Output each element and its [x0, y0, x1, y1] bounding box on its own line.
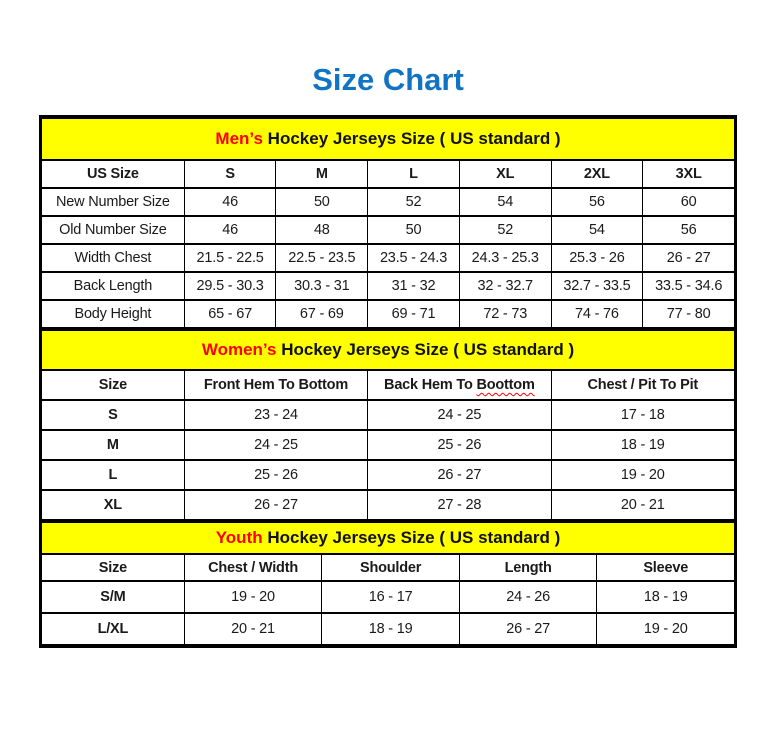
- table-row: [42, 188, 735, 216]
- table-row: [42, 216, 735, 244]
- value-cell: 16 - 17: [322, 581, 460, 613]
- value-cell: 27 - 28: [368, 490, 551, 520]
- value-cell: 19 - 20: [597, 613, 735, 645]
- size-chart-tables: [39, 115, 737, 648]
- size-label-cell: M: [42, 430, 185, 460]
- column-header-cell: Size: [42, 554, 185, 581]
- column-header-cell: 2XL: [551, 160, 643, 188]
- table-row: [42, 460, 735, 490]
- column-header-cell: S: [184, 160, 276, 188]
- column-header-cell: Chest / Pit To Pit: [551, 370, 734, 400]
- column-header-cell: Front Hem To Bottom: [184, 370, 367, 400]
- value-cell: 30.3 - 31: [276, 272, 368, 300]
- column-header-cell: XL: [459, 160, 551, 188]
- value-cell: 19 - 20: [551, 460, 734, 490]
- row-label-cell: New Number Size: [42, 188, 185, 216]
- table-row: [42, 581, 735, 613]
- value-cell: 25 - 26: [184, 460, 367, 490]
- value-cell: 25 - 26: [368, 430, 551, 460]
- misspelled-word: Boottom: [476, 377, 535, 393]
- value-cell: 26 - 27: [184, 490, 367, 520]
- column-header-cell: [368, 370, 551, 400]
- womens-size-table: [41, 329, 735, 521]
- column-header-cell: L: [368, 160, 460, 188]
- value-cell: 32.7 - 33.5: [551, 272, 643, 300]
- value-cell: 72 - 73: [459, 300, 551, 328]
- value-cell: 18 - 19: [597, 581, 735, 613]
- value-cell: 24 - 25: [368, 400, 551, 430]
- value-cell: 54: [459, 188, 551, 216]
- page-title: Size Chart: [312, 62, 464, 97]
- value-cell: 52: [368, 188, 460, 216]
- youth-section-title: Hockey Jerseys Size ( US standard ): [262, 528, 561, 547]
- table-row: [42, 490, 735, 520]
- value-cell: 17 - 18: [551, 400, 734, 430]
- value-cell: 18 - 19: [322, 613, 460, 645]
- value-cell: 24 - 25: [184, 430, 367, 460]
- column-header-cell: Length: [459, 554, 597, 581]
- mens-section-header-cell: [42, 118, 735, 160]
- value-cell: 32 - 32.7: [459, 272, 551, 300]
- value-cell: 23 - 24: [184, 400, 367, 430]
- value-cell: 26 - 27: [459, 613, 597, 645]
- value-cell: 29.5 - 30.3: [184, 272, 276, 300]
- value-cell: 54: [551, 216, 643, 244]
- mens-size-table: [41, 117, 735, 329]
- size-label-cell: S/M: [42, 581, 185, 613]
- womens-column-header-row: [42, 370, 735, 400]
- value-cell: 19 - 20: [184, 581, 322, 613]
- column-header-cell: M: [276, 160, 368, 188]
- value-cell: 25.3 - 26: [551, 244, 643, 272]
- value-cell: 48: [276, 216, 368, 244]
- mens-section-header-row: [42, 118, 735, 160]
- value-cell: 31 - 32: [368, 272, 460, 300]
- value-cell: 20 - 21: [184, 613, 322, 645]
- size-label-cell: L: [42, 460, 185, 490]
- value-cell: 26 - 27: [643, 244, 735, 272]
- column-header-text: Back Hem To: [384, 377, 477, 393]
- value-cell: 21.5 - 22.5: [184, 244, 276, 272]
- table-row: [42, 430, 735, 460]
- size-label-cell: XL: [42, 490, 185, 520]
- value-cell: 77 - 80: [643, 300, 735, 328]
- value-cell: 56: [643, 216, 735, 244]
- table-row: [42, 244, 735, 272]
- value-cell: 52: [459, 216, 551, 244]
- size-label-cell: L/XL: [42, 613, 185, 645]
- value-cell: 20 - 21: [551, 490, 734, 520]
- value-cell: 50: [276, 188, 368, 216]
- value-cell: 18 - 19: [551, 430, 734, 460]
- table-row: [42, 613, 735, 645]
- womens-section-title: Hockey Jerseys Size ( US standard ): [276, 340, 575, 359]
- mens-section-keyword: Men’s: [215, 129, 263, 148]
- value-cell: 22.5 - 23.5: [276, 244, 368, 272]
- youth-column-header-row: [42, 554, 735, 581]
- value-cell: 26 - 27: [368, 460, 551, 490]
- value-cell: 60: [643, 188, 735, 216]
- row-label-cell: Back Length: [42, 272, 185, 300]
- value-cell: 33.5 - 34.6: [643, 272, 735, 300]
- size-label-cell: S: [42, 400, 185, 430]
- youth-section-keyword: Youth: [215, 528, 263, 547]
- column-header-cell: US Size: [42, 160, 185, 188]
- column-header-cell: Shoulder: [322, 554, 460, 581]
- youth-section-header-row: [42, 522, 735, 554]
- value-cell: 67 - 69: [276, 300, 368, 328]
- womens-section-keyword: Women’s: [201, 340, 277, 359]
- row-label-cell: Old Number Size: [42, 216, 185, 244]
- table-row: [42, 400, 735, 430]
- value-cell: 23.5 - 24.3: [368, 244, 460, 272]
- youth-section-header-cell: [42, 522, 735, 554]
- value-cell: 46: [184, 216, 276, 244]
- table-row: [42, 272, 735, 300]
- mens-section-title: Hockey Jerseys Size ( US standard ): [262, 129, 561, 148]
- value-cell: 24 - 26: [459, 581, 597, 613]
- mens-column-header-row: [42, 160, 735, 188]
- value-cell: 56: [551, 188, 643, 216]
- value-cell: 46: [184, 188, 276, 216]
- value-cell: 69 - 71: [368, 300, 460, 328]
- value-cell: 65 - 67: [184, 300, 276, 328]
- value-cell: 74 - 76: [551, 300, 643, 328]
- womens-section-header-cell: [42, 330, 735, 370]
- column-header-cell: Size: [42, 370, 185, 400]
- column-header-cell: 3XL: [643, 160, 735, 188]
- value-cell: 50: [368, 216, 460, 244]
- womens-section-header-row: [42, 330, 735, 370]
- value-cell: 24.3 - 25.3: [459, 244, 551, 272]
- row-label-cell: Width Chest: [42, 244, 185, 272]
- column-header-cell: Sleeve: [597, 554, 735, 581]
- row-label-cell: Body Height: [42, 300, 185, 328]
- table-row: [42, 300, 735, 328]
- youth-size-table: [41, 521, 735, 646]
- column-header-cell: Chest / Width: [184, 554, 322, 581]
